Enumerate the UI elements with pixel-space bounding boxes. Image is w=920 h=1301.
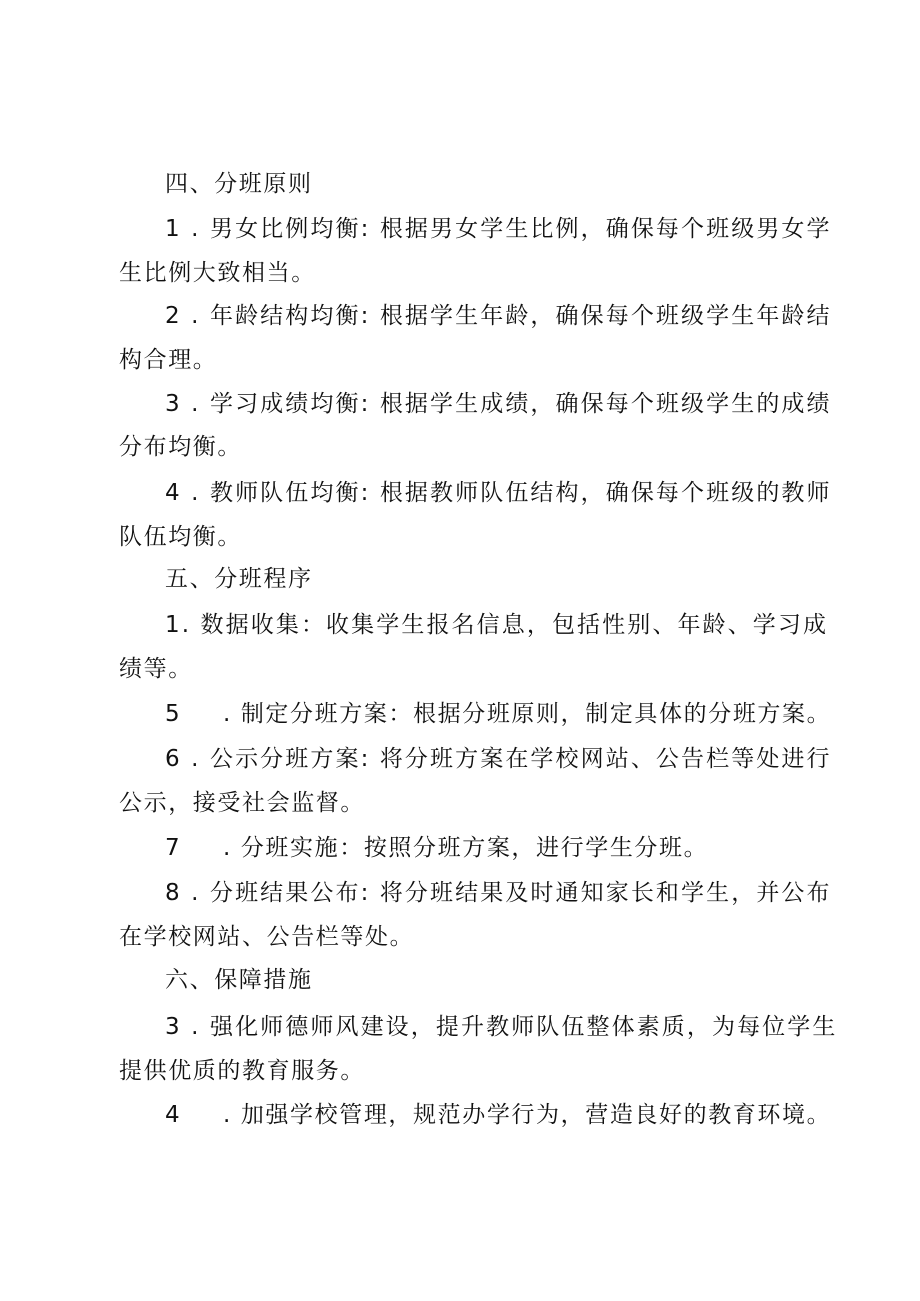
principle-4-line-2: 队伍均衡。 — [119, 524, 242, 550]
principle-1-line-2: 生比例大致相当。 — [119, 260, 316, 286]
section-heading-5: 五、分班程序 — [165, 566, 313, 592]
principle-2-line-1: 2 . 年龄结构均衡: 根据学生年龄，确保每个班级学生年龄结 — [165, 303, 832, 329]
procedure-5-text: . 制定分班方案：根据分班原则，制定具体的分班方案。 — [223, 701, 832, 727]
procedure-7-text: . 分班实施：按照分班方案，进行学生分班。 — [223, 835, 709, 861]
principle-3-line-1: 3 . 学习成绩均衡: 根据学生成绩，确保每个班级学生的成绩 — [165, 391, 832, 417]
principle-4-line-1: 4 . 教师队伍均衡: 根据教师队伍结构，确保每个班级的教师 — [165, 480, 832, 506]
procedure-8-line-1: 8 . 分班结果公布: 将分班结果及时通知家长和学生，并公布 — [165, 880, 832, 906]
measure-4-text: . 加强学校管理，规范办学行为，营造良好的教育环境。 — [223, 1102, 832, 1128]
measure-3-line-1: 3 . 强化师德师风建设，提升教师队伍整体素质，为每位学生 — [165, 1014, 838, 1040]
procedure-8-line-2: 在学校网站、公告栏等处。 — [119, 924, 415, 950]
measure-4-number: 4 — [165, 1102, 182, 1128]
procedure-6-line-2: 公示，接受社会监督。 — [119, 790, 365, 816]
principle-1-line-1: 1 . 男女比例均衡: 根据男女学生比例，确保每个班级男女学 — [165, 216, 832, 242]
procedure-5-line — [165, 699, 865, 729]
procedure-7-line — [165, 833, 865, 863]
measure-3-line-2: 提供优质的教育服务。 — [119, 1058, 365, 1084]
procedure-7-number: 7 — [165, 835, 182, 861]
procedure-5-number: 5 — [165, 701, 182, 727]
procedure-1-line-1: 1. 数据收集：收集学生报名信息，包括性别、年龄、学习成 — [165, 612, 829, 638]
section-heading-6: 六、保障措施 — [165, 967, 313, 993]
procedure-1-line-2: 绩等。 — [119, 656, 193, 682]
section-heading-4: 四、分班原则 — [165, 171, 313, 197]
principle-2-line-2: 构合理。 — [119, 347, 218, 373]
measure-4-line — [165, 1100, 865, 1130]
principle-3-line-2: 分布均衡。 — [119, 434, 242, 460]
procedure-6-line-1: 6 . 公示分班方案: 将分班方案在学校网站、公告栏等处进行 — [165, 746, 832, 772]
